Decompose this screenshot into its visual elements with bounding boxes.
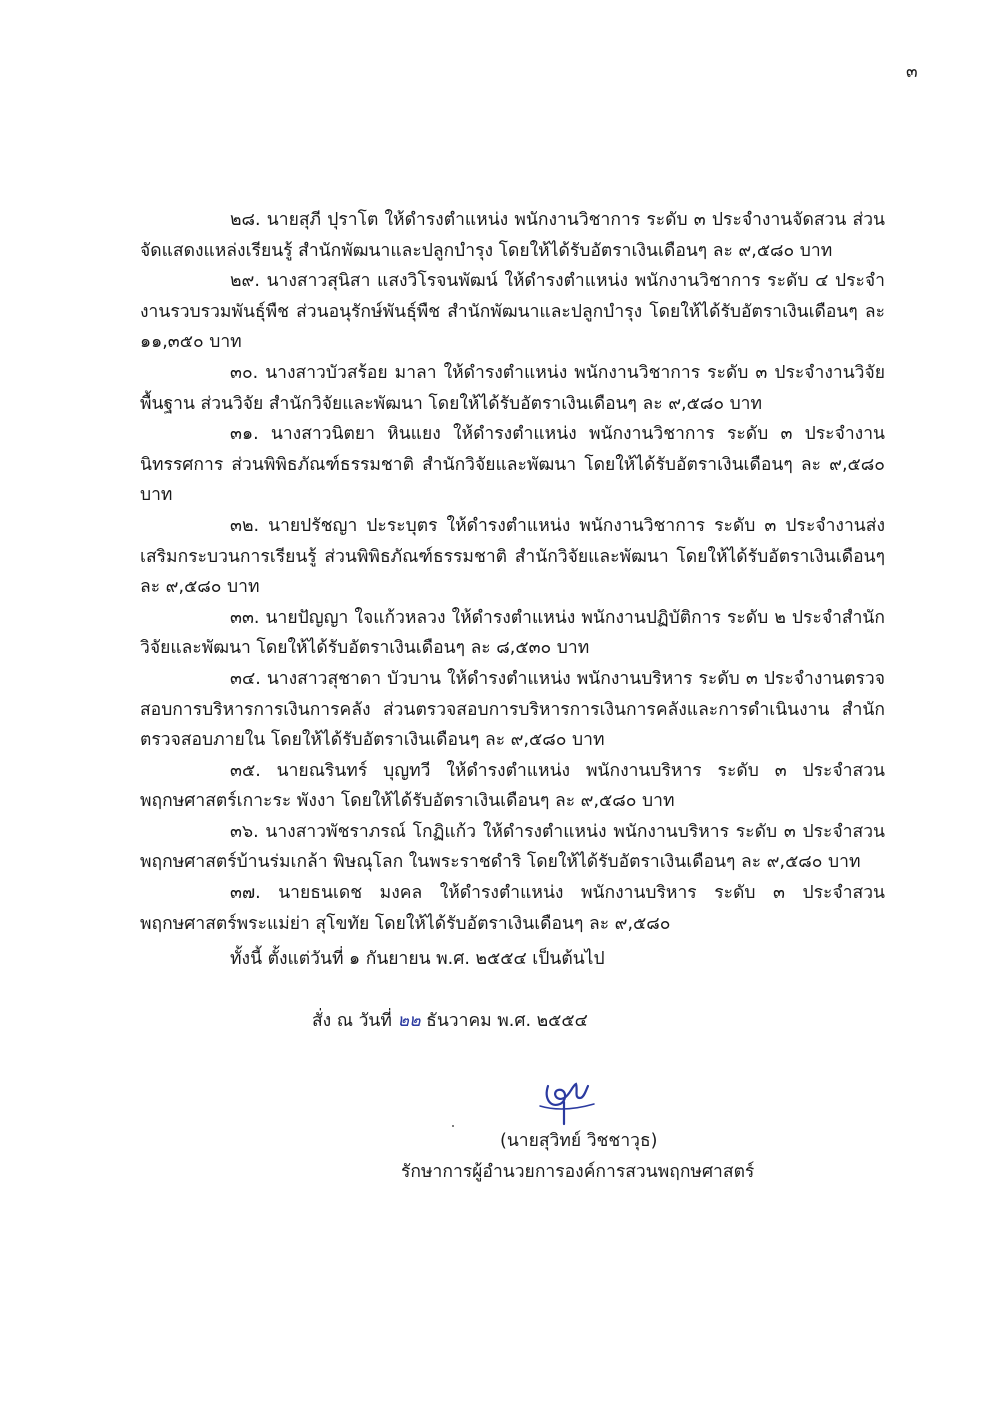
order-date-prefix: สั่ง ณ วันที่ <box>312 1011 392 1031</box>
appointment-item-31: ๓๑. นางสาวนิตยา หินแยง ให้ดำรงตำแหน่ง พนักงานวิชาการ ระดับ ๓ ประจำงานนิทรรศการ ส่วนพิพิธภัณฑ์ธรรมชาติ สำนักวิจัยและพัฒนา โดยให้ได้รับอัตราเงินเดือนๆ ละ ๙,๕๘๐ บาท <box>140 424 885 506</box>
appointment-item-30: ๓๐. นางสาวบัวสร้อย มาลา ให้ดำรงตำแหน่ง พนักงานวิชาการ ระดับ ๓ ประจำงานวิจัยพื้นฐาน ส่วนวิจัย สำนักวิจัยและพัฒนา โดยให้ได้รับอัตราเงินเดือนๆ ละ ๙,๕๘๐ บาท <box>140 362 885 414</box>
appointment-list <box>140 205 885 939</box>
appointment-item-37: ๓๗. นายธนเดช มงคล ให้ดำรงตำแหน่ง พนักงานบริหาร ระดับ ๓ ประจำสวนพฤกษศาสตร์พระแม่ย่า สุโขทัย โดยให้ได้รับอัตราเงินเดือนๆ ละ ๙,๕๘๐ <box>140 883 885 934</box>
appointment-item-35: ๓๕. นายณรินทร์ บุญทวี ให้ดำรงตำแหน่ง พนักงานบริหาร ระดับ ๓ ประจำสวนพฤกษศาสตร์เกาะระ พังงา โดยให้ได้รับอัตราเงินเดือนๆ ละ ๙,๕๘๐ บาท <box>140 760 885 812</box>
order-date <box>312 1006 588 1034</box>
appointment-item-29: ๒๙. นางสาวสุนิสา แสงวิโรจนพัฒน์ ให้ดำรงตำแหน่ง พนักงานวิชาการ ระดับ ๔ ประจำงานรวบรวมพันธุ์พืช ส่วนอนุรักษ์พันธุ์พืช สำนักพัฒนาและปลูกบำรุง โดยให้ได้รับอัตราเงินเดือนๆ ละ ๑๑,๓๕๐ บาท <box>140 271 885 353</box>
appointment-item-34: ๓๔. นางสาวสุชาดา บัวบาน ให้ดำรงตำแหน่ง พนักงานบริหาร ระดับ ๓ ประจำงานตรวจสอบการบริหารการเงินการคลัง ส่วนตรวจสอบการบริหารการเงินการคลังและการดำเนินงาน สำนักตรวจสอบภายใน โดยให้ได้รับอัตราเงินเดือนๆ ละ ๙,๕๘๐ บาท <box>140 668 885 751</box>
page-number: ๓ <box>906 62 918 82</box>
appointment-item-28: ๒๘. นายสุภี ปุราโต ให้ดำรงตำแหน่ง พนักงานวิชาการ ระดับ ๓ ประจำงานจัดสวน ส่วนจัดแสดงแหล่งเรียนรู้ สำนักพัฒนาและปลูกบำรุง โดยให้ได้รับอัตราเงินเดือนๆ ละ ๙,๕๘๐ บาท <box>140 210 885 261</box>
effective-date: ทั้งนี้ ตั้งแต่วันที่ ๑ กันยายน พ.ศ. ๒๕๕๔ เป็นต้นไป <box>230 949 605 969</box>
order-date-suffix: ธันวาคม พ.ศ. ๒๕๕๔ <box>426 1011 588 1031</box>
stray-dot <box>452 1125 454 1127</box>
signer-title: รักษาการผู้อำนวยการองค์การสวนพฤกษศาสตร์ <box>401 1162 755 1182</box>
signature-mark <box>530 1068 600 1128</box>
appointment-item-36: ๓๖. นางสาวพัชราภรณ์ โกฏิแก้ว ให้ดำรงตำแหน่ง พนักงานบริหาร ระดับ ๓ ประจำสวนพฤกษศาสตร์บ้านร่มเกล้า พิษณุโลก ในพระราชดำริ โดยให้ได้รับอัตราเงินเดือนๆ ละ ๙,๕๘๐ บาท <box>140 821 885 873</box>
order-date-day: ๒๒ <box>397 1011 421 1031</box>
signer-name: (นายสุวิทย์ วิชชาวุธ) <box>500 1131 658 1151</box>
appointment-item-32: ๓๒. นายปรัชญา ปะระบุตร ให้ดำรงตำแหน่ง พนักงานวิชาการ ระดับ ๓ ประจำงานส่งเสริมกระบวนการเรียนรู้ ส่วนพิพิธภัณฑ์ธรรมชาติ สำนักวิจัยและพัฒนา โดยให้ได้รับอัตราเงินเดือนๆ ละ ๙,๕๘๐ บาท <box>140 515 885 598</box>
appointment-item-33: ๓๓. นายปัญญา ใจแก้วหลวง ให้ดำรงตำแหน่ง พนักงานปฏิบัติการ ระดับ ๒ ประจำสำนักวิจัยและพัฒนา โดยให้ได้รับอัตราเงินเดือนๆ ละ ๘,๕๓๐ บาท <box>140 607 885 659</box>
